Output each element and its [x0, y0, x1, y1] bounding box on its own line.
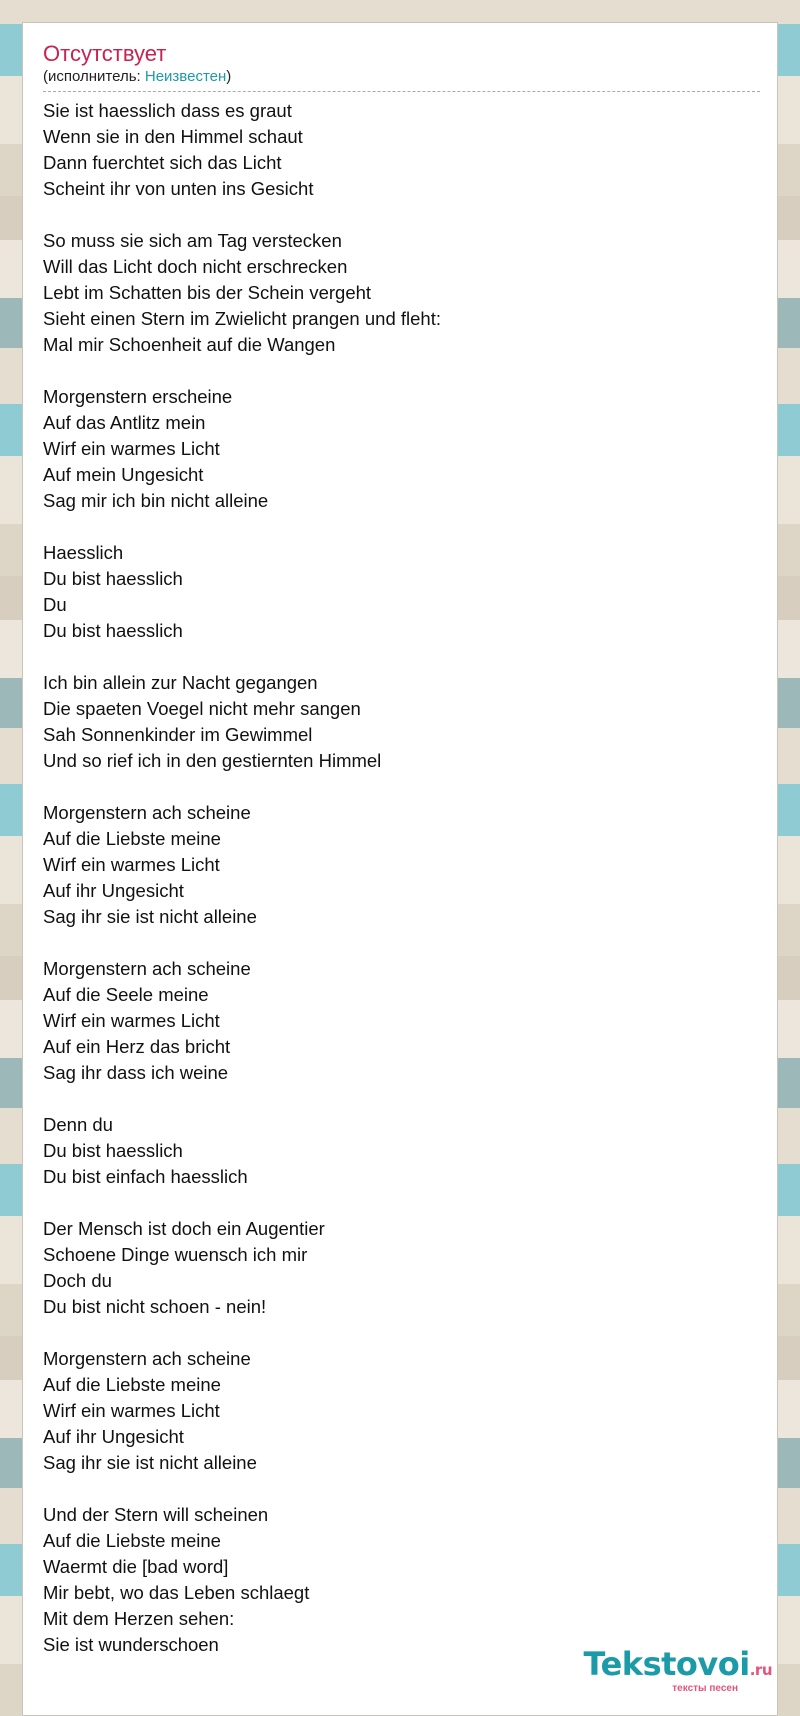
song-title: Отсутствует	[43, 41, 167, 66]
lyrics-card	[22, 22, 778, 1716]
lyric-line: Wenn sie in den Himmel schaut	[43, 126, 303, 147]
lyric-line: Sag ihr sie ist nicht alleine	[43, 906, 257, 927]
artist-line	[43, 67, 760, 92]
lyric-line: Morgenstern ach scheine	[43, 958, 251, 979]
lyric-line: Du bist einfach haesslich	[43, 1166, 248, 1187]
lyric-line: Sah Sonnenkinder im Gewimmel	[43, 724, 313, 745]
lyric-line: Morgenstern ach scheine	[43, 1348, 251, 1369]
lyric-line: Du bist haesslich	[43, 568, 183, 589]
lyric-line: Auf das Antlitz mein	[43, 412, 206, 433]
lyric-line: Sie ist haesslich dass es graut	[43, 100, 292, 121]
logo-tld: .ru	[749, 1661, 772, 1679]
lyric-line: Auf ihr Ungesicht	[43, 1426, 184, 1447]
lyric-line: Dann fuerchtet sich das Licht	[43, 152, 282, 173]
lyric-line: Die spaeten Voegel nicht mehr sangen	[43, 698, 361, 719]
lyric-line: Sag ihr dass ich weine	[43, 1062, 229, 1083]
stanza-break	[43, 774, 757, 800]
lyric-line: Sie ist wunderschoen	[43, 1634, 219, 1655]
lyric-line: Scheint ihr von unten ins Gesicht	[43, 178, 314, 199]
logo-name: Tekstovoi	[583, 1645, 750, 1683]
lyric-line: Du bist haesslich	[43, 620, 183, 641]
stanza-break	[43, 1086, 757, 1112]
stanza-break	[43, 358, 757, 384]
stanza-break	[43, 930, 757, 956]
lyric-line: Auf ihr Ungesicht	[43, 880, 184, 901]
lyric-line: Auf mein Ungesicht	[43, 464, 204, 485]
stanza-break	[43, 202, 757, 228]
lyric-line: Mal mir Schoenheit auf die Wangen	[43, 334, 336, 355]
lyric-line: Denn du	[43, 1114, 113, 1135]
site-logo[interactable]	[584, 1647, 772, 1694]
lyric-line: Und so rief ich in den gestiernten Himmel	[43, 750, 382, 771]
lyric-line: Du bist haesslich	[43, 1140, 183, 1161]
lyric-line: Morgenstern erscheine	[43, 386, 233, 407]
lyric-line: Sieht einen Stern im Zwielicht prangen und fleht:	[43, 308, 441, 329]
stanza-break	[43, 1190, 757, 1216]
lyric-line: Wirf ein warmes Licht	[43, 1400, 220, 1421]
lyric-line: Auf die Liebste meine	[43, 828, 221, 849]
lyric-line: Der Mensch ist doch ein Augentier	[43, 1218, 325, 1239]
lyric-line: Wirf ein warmes Licht	[43, 854, 220, 875]
lyric-line: Mit dem Herzen sehen:	[43, 1608, 235, 1629]
lyric-line: Du	[43, 594, 67, 615]
lyric-line: Will das Licht doch nicht erschrecken	[43, 256, 348, 277]
artist-prefix: (исполнитель:	[43, 68, 145, 85]
lyric-line: Mir bebt, wo das Leben schlaegt	[43, 1582, 310, 1603]
lyric-line: So muss sie sich am Tag verstecken	[43, 230, 342, 251]
lyric-line: Morgenstern ach scheine	[43, 802, 251, 823]
stanza-break	[43, 514, 757, 540]
stanza-break	[43, 1320, 757, 1346]
lyric-line: Wirf ein warmes Licht	[43, 1010, 220, 1031]
lyric-line: Auf die Liebste meine	[43, 1530, 221, 1551]
lyric-line: Waermt die [bad word]	[43, 1556, 229, 1577]
lyric-line: Wirf ein warmes Licht	[43, 438, 220, 459]
lyric-line: Haesslich	[43, 542, 124, 563]
lyric-line: Und der Stern will scheinen	[43, 1504, 269, 1525]
stanza-break	[43, 1476, 757, 1502]
lyric-line: Ich bin allein zur Nacht gegangen	[43, 672, 318, 693]
stanza-break	[43, 644, 757, 670]
logo-tagline: тексты песен	[672, 1683, 738, 1694]
lyrics-text	[43, 98, 757, 1658]
lyric-line: Sag mir ich bin nicht alleine	[43, 490, 269, 511]
lyric-line: Sag ihr sie ist nicht alleine	[43, 1452, 257, 1473]
lyric-line: Schoene Dinge wuensch ich mir	[43, 1244, 308, 1265]
lyric-line: Du bist nicht schoen - nein!	[43, 1296, 267, 1317]
lyric-line: Lebt im Schatten bis der Schein vergeht	[43, 282, 372, 303]
lyric-line: Auf die Seele meine	[43, 984, 209, 1005]
lyric-line: Auf ein Herz das bricht	[43, 1036, 231, 1057]
artist-suffix: )	[226, 68, 232, 85]
lyric-line: Doch du	[43, 1270, 112, 1291]
artist-link[interactable]: Неизвестен	[144, 68, 227, 85]
lyric-line: Auf die Liebste meine	[43, 1374, 221, 1395]
